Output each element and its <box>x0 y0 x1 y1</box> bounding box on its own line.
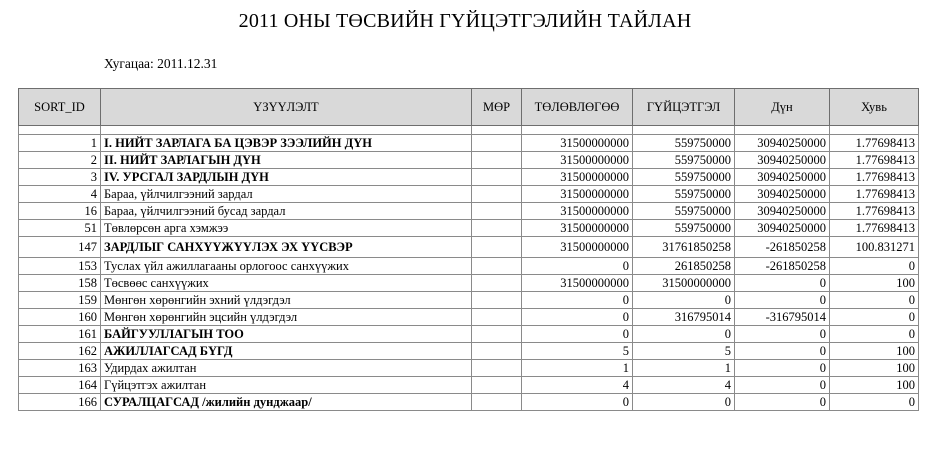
cell-amount: 30940250000 <box>735 220 830 237</box>
cell-amount: -261850258 <box>735 258 830 275</box>
cell-amount: 30940250000 <box>735 203 830 220</box>
table-row <box>19 275 919 292</box>
cell-plan: 0 <box>522 258 633 275</box>
cell-plan: 0 <box>522 309 633 326</box>
cell-percent: 1.77698413 <box>830 135 919 152</box>
cell-actual: 559750000 <box>633 169 735 186</box>
cell-indicator: ЗАРДЛЫГ САНХҮҮЖҮҮЛЭХ ЭХ ҮҮСВЭР <box>101 237 472 258</box>
cell-percent: 1.77698413 <box>830 220 919 237</box>
cell-plan: 31500000000 <box>522 169 633 186</box>
cell-plan: 31500000000 <box>522 220 633 237</box>
cell-percent: 0 <box>830 326 919 343</box>
cell-row-no <box>472 309 522 326</box>
table-row <box>19 360 919 377</box>
cell-sort-id: 16 <box>19 203 101 220</box>
header-amount: Дүн <box>735 89 830 126</box>
cell-percent: 0 <box>830 258 919 275</box>
cell-indicator: Төсвөөс санхүүжих <box>101 275 472 292</box>
cell-indicator: Мөнгөн хөрөнгийн эцсийн үлдэгдэл <box>101 309 472 326</box>
header-plan: ТӨЛӨВЛӨГӨӨ <box>522 89 633 126</box>
cell-amount: 30940250000 <box>735 135 830 152</box>
cell-indicator: АЖИЛЛАГСАД БҮГД <box>101 343 472 360</box>
cell-row-no <box>472 394 522 411</box>
cell-amount: 0 <box>735 377 830 394</box>
cell-plan: 0 <box>522 326 633 343</box>
cell-percent: 100 <box>830 377 919 394</box>
cell-actual: 1 <box>633 360 735 377</box>
table-row <box>19 135 919 152</box>
cell-actual: 559750000 <box>633 152 735 169</box>
cell-amount: 0 <box>735 292 830 309</box>
cell-sort-id: 147 <box>19 237 101 258</box>
cell-plan: 0 <box>522 394 633 411</box>
cell-actual: 31500000000 <box>633 275 735 292</box>
cell-actual: 0 <box>633 292 735 309</box>
table-row <box>19 186 919 203</box>
cell-plan: 31500000000 <box>522 275 633 292</box>
table-row <box>19 309 919 326</box>
cell-percent: 1.77698413 <box>830 186 919 203</box>
cell-sort-id: 159 <box>19 292 101 309</box>
table-row <box>19 326 919 343</box>
cell-indicator: II. НИЙТ ЗАРЛАГЫН ДҮН <box>101 152 472 169</box>
cell-row-no <box>472 220 522 237</box>
cell-row-no <box>472 343 522 360</box>
cell-indicator: Гүйцэтгэх ажилтан <box>101 377 472 394</box>
cell-indicator: Бараа, үйлчилгээний зардал <box>101 186 472 203</box>
cell-sort-id: 162 <box>19 343 101 360</box>
cell-row-no <box>472 275 522 292</box>
table-row <box>19 203 919 220</box>
cell-percent: 100 <box>830 275 919 292</box>
cell-indicator: Туслах үйл ажиллагааны орлогоос санхүүжих <box>101 258 472 275</box>
budget-table <box>18 88 919 411</box>
cell-row-no <box>472 258 522 275</box>
cell-percent: 1.77698413 <box>830 152 919 169</box>
cell-sort-id: 158 <box>19 275 101 292</box>
cell-actual: 0 <box>633 326 735 343</box>
cell-row-no <box>472 169 522 186</box>
cell-indicator: БАЙГУУЛЛАГЫН ТОО <box>101 326 472 343</box>
table-row <box>19 152 919 169</box>
cell-amount: 0 <box>735 360 830 377</box>
cell-actual: 559750000 <box>633 203 735 220</box>
cell-percent: 100.831271 <box>830 237 919 258</box>
cell-percent: 100 <box>830 360 919 377</box>
header-sort-id: SORT_ID <box>19 89 101 126</box>
cell-plan: 31500000000 <box>522 135 633 152</box>
cell-indicator: I. НИЙТ ЗАРЛАГА БА ЦЭВЭР ЗЭЭЛИЙН ДҮН <box>101 135 472 152</box>
report-title: 2011 ОНЫ ТӨСВИЙН ГҮЙЦЭТГЭЛИЙН ТАЙЛАН <box>238 10 692 32</box>
report-deadline: Хугацаа: 2011.12.31 <box>104 56 218 71</box>
cell-amount: -261850258 <box>735 237 830 258</box>
cell-indicator: Мөнгөн хөрөнгийн эхний үлдэгдэл <box>101 292 472 309</box>
cell-plan: 4 <box>522 377 633 394</box>
table-body <box>19 126 919 411</box>
cell-sort-id: 153 <box>19 258 101 275</box>
cell-actual: 4 <box>633 377 735 394</box>
cell-actual: 559750000 <box>633 186 735 203</box>
cell-actual: 316795014 <box>633 309 735 326</box>
cell-actual: 31761850258 <box>633 237 735 258</box>
cell-sort-id: 161 <box>19 326 101 343</box>
cell-plan: 5 <box>522 343 633 360</box>
cell-plan: 1 <box>522 360 633 377</box>
table-header-row <box>19 89 919 126</box>
table-row <box>19 377 919 394</box>
cell-actual: 559750000 <box>633 220 735 237</box>
table-row <box>19 394 919 411</box>
cell-indicator: Удирдах ажилтан <box>101 360 472 377</box>
cell-plan: 31500000000 <box>522 237 633 258</box>
cell-amount: -316795014 <box>735 309 830 326</box>
cell-indicator: IV. УРСГАЛ ЗАРДЛЫН ДҮН <box>101 169 472 186</box>
cell-amount: 30940250000 <box>735 169 830 186</box>
cell-sort-id: 160 <box>19 309 101 326</box>
table-row <box>19 220 919 237</box>
cell-actual: 0 <box>633 394 735 411</box>
cell-sort-id: 2 <box>19 152 101 169</box>
cell-row-no <box>472 135 522 152</box>
cell-amount: 30940250000 <box>735 152 830 169</box>
cell-percent: 1.77698413 <box>830 203 919 220</box>
cell-plan: 31500000000 <box>522 203 633 220</box>
cell-sort-id: 4 <box>19 186 101 203</box>
cell-plan: 31500000000 <box>522 186 633 203</box>
cell-amount: 0 <box>735 326 830 343</box>
header-row-no: МӨР <box>472 89 522 126</box>
cell-row-no <box>472 377 522 394</box>
header-actual: ГҮЙЦЭТГЭЛ <box>633 89 735 126</box>
cell-row-no <box>472 360 522 377</box>
cell-amount: 0 <box>735 343 830 360</box>
cell-row-no <box>472 237 522 258</box>
cell-percent: 0 <box>830 292 919 309</box>
cell-plan: 31500000000 <box>522 152 633 169</box>
cell-indicator: СУРАЛЦАГСАД /жилийн дунджаар/ <box>101 394 472 411</box>
table-row <box>19 237 919 258</box>
cell-percent: 100 <box>830 343 919 360</box>
header-indicator: ҮЗҮҮЛЭЛТ <box>101 89 472 126</box>
cell-row-no <box>472 326 522 343</box>
cell-row-no <box>472 152 522 169</box>
header-percent: Хувь <box>830 89 919 126</box>
table-row <box>19 343 919 360</box>
cell-amount: 0 <box>735 275 830 292</box>
cell-indicator: Бараа, үйлчилгээний бусад зардал <box>101 203 472 220</box>
cell-sort-id: 3 <box>19 169 101 186</box>
cell-sort-id: 163 <box>19 360 101 377</box>
cell-percent: 0 <box>830 309 919 326</box>
cell-amount: 0 <box>735 394 830 411</box>
cell-sort-id: 166 <box>19 394 101 411</box>
cell-actual: 261850258 <box>633 258 735 275</box>
cell-plan: 0 <box>522 292 633 309</box>
table-row <box>19 258 919 275</box>
table-spacer-row <box>19 126 919 135</box>
cell-sort-id: 164 <box>19 377 101 394</box>
table-row <box>19 292 919 309</box>
cell-row-no <box>472 292 522 309</box>
cell-amount: 30940250000 <box>735 186 830 203</box>
cell-row-no <box>472 186 522 203</box>
cell-percent: 1.77698413 <box>830 169 919 186</box>
cell-sort-id: 51 <box>19 220 101 237</box>
table-row <box>19 169 919 186</box>
cell-indicator: Төвлөрсөн арга хэмжээ <box>101 220 472 237</box>
cell-actual: 5 <box>633 343 735 360</box>
cell-sort-id: 1 <box>19 135 101 152</box>
cell-actual: 559750000 <box>633 135 735 152</box>
cell-percent: 0 <box>830 394 919 411</box>
cell-row-no <box>472 203 522 220</box>
